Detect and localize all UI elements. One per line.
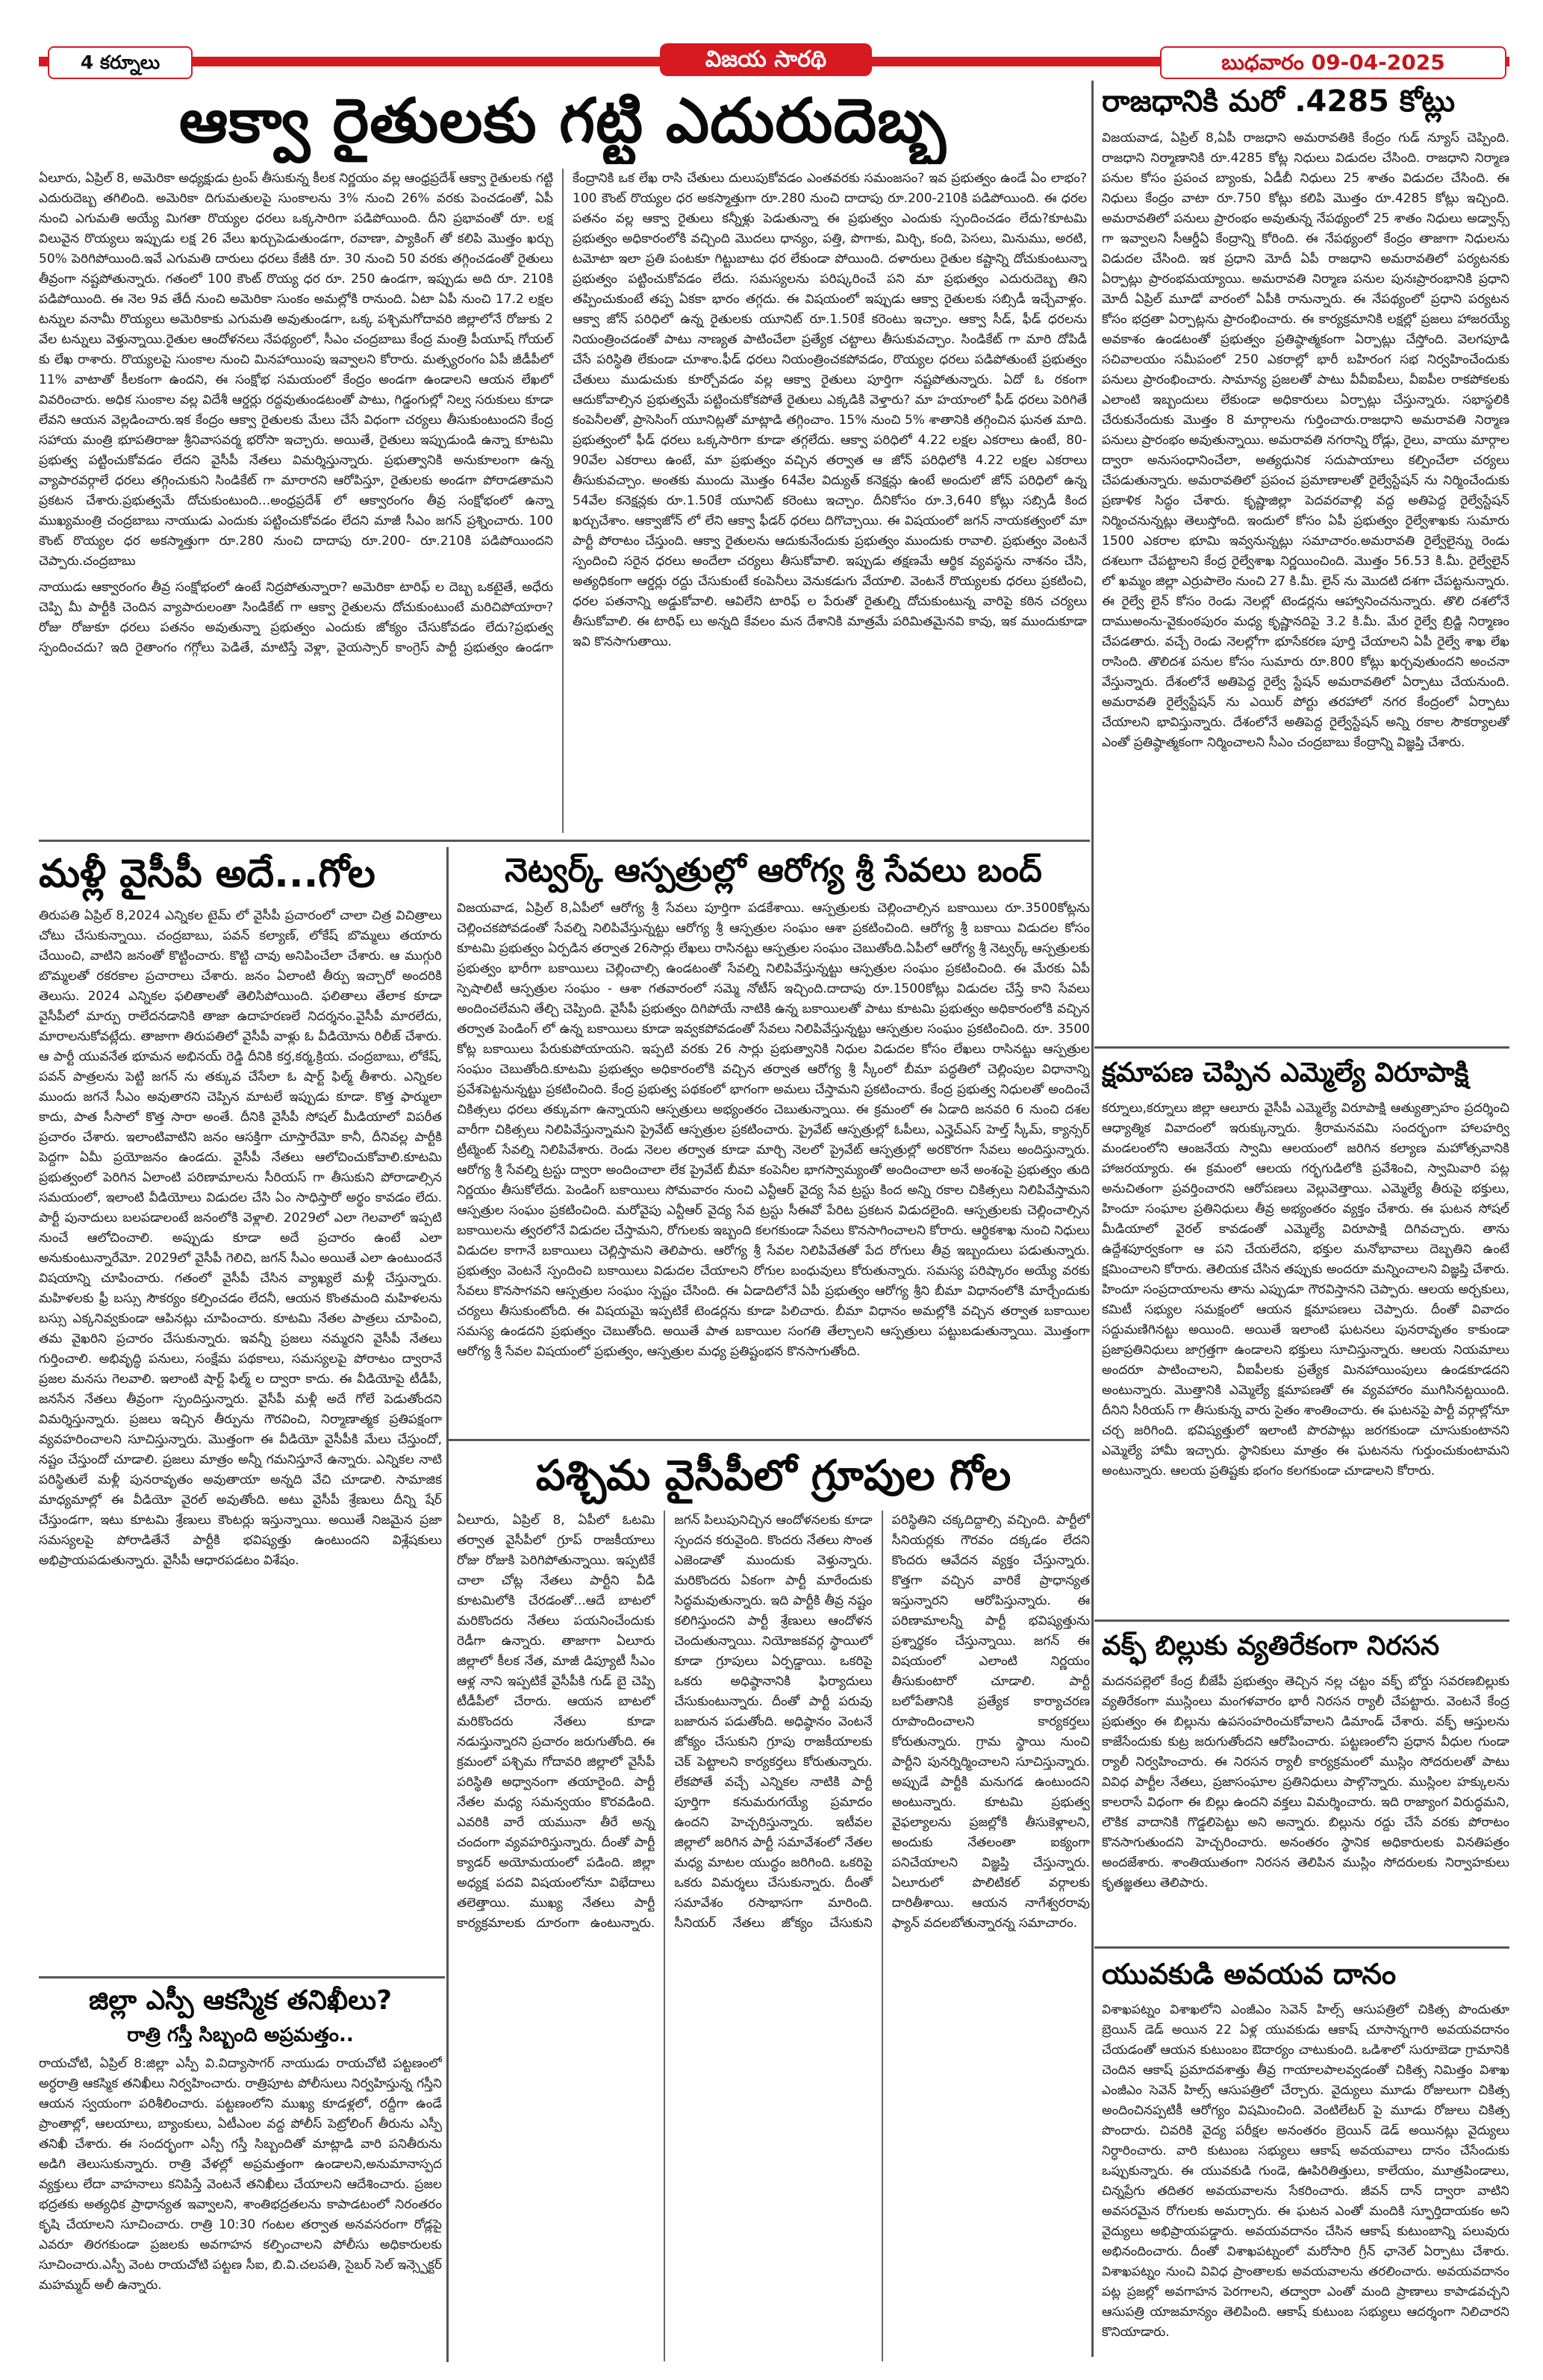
lead-headline: ఆక్వా రైతులకు గట్టి ఎదురుదెబ్బ bbox=[178, 86, 947, 157]
section-divider bbox=[39, 1976, 445, 1978]
mla-body: కర్నూలు,కర్నూలు జిల్లా ఆలూరు వైసీపీ ఎమ్మెల్యే విరూపాక్షి ఆత్యుత్సాహం ప్రదర్శించి ఆధ్యాత్మిక వివాదంలో ఇరుక్కున్నారు. శ్రీరామనవమి సందర్భంగా హాలహర్వి మండలంలోని ఆంజనేయ స్వామి ఆలయంలో జరిగిన కల్యాణ మహోత్సవానికి హాజరయ్యారు. ఈ క్రమంలో ఆలయ గర్భగుడిలోకి ప్రవేశించి, స్వామివారి పట్ల అనుచితంగా ప్రవర్తించారని ఆరోపణలు వెల్లువెత్తాయి. ఎమ్మెల్యే తీరుపై భక్తులు, హిందూ సంఘాల ప్రతినిధులు తీవ్ర అభ్యంతరం వ్యక్తం చేశారు. ఈ ఘటన సోషల్ మీడియాలో వైరల్ కావడంతో ఎమ్మెల్యే విరూపాక్షి దిగివచ్చారు. తాను ఉద్దేశపూర్వకంగా ఆ పని చేయలేదని, భక్తుల మనోభావాలు దెబ్బతిని ఉంటే క్షమించాలని కోరారు. తెలియక చేసిన తప్పుకు అందరూ మన్నించాలని విజ్ఞప్తి చేశారు. హిందూ సంప్రదాయాలను తాను ఎప్పుడూ గౌరవిస్తానని చెప్పారు. ఆలయ అర్చకులు, కమిటీ సభ్యుల సమక్షంలో ఆయన క్షమాపణలు చెప్పారు. దీంతో వివాదం సద్దుమణిగినట్టు అయింది. అయితే ఇలాంటి ఘటనలు పునరావృతం కాకుండా ప్రజాప్రతినిధులు జాగ్రత్తగా ఉండాలని భక్తులు సూచిస్తున్నారు. ఆలయ నియమాలు అందరూ పాటించాలని, వీఐపీలకు ప్రత్యేక మినహాయింపులు ఉండకూడదని అంటున్నారు. మొత్తానికి ఎమ్మెల్యే క్షమాపణతో ఈ వ్యవహారం ముగిసినట్టయింది. దీనిని సీరియస్ గా తీసుకున్న వారు సైతం శాంతించారు. ఈ ఘటనపై పార్టీ వర్గాల్లోనూ చర్చ జరిగింది. భవిష్యత్తులో ఇలాంటి పొరపాట్లు జరగకుండా చూసుకుంటానని ఎమ్మెల్యే హామీ ఇచ్చారు. స్థానికులు మాత్రం ఈ ఘటనను గుర్తుంచుకుంటామని అంటున్నారు. ఆలయ ప్రతిష్టకు భంగం కలగకుండా చూడాలని కోరారు. bbox=[1102, 1101, 1509, 1478]
lead-article bbox=[39, 81, 1087, 836]
aarogya-headline: నెట్వర్క్ ఆస్పత్రుల్లో ఆరోగ్య శ్రీ సేవలు బంద్ bbox=[505, 852, 1042, 890]
capital-headline: రాజధానికి మరో .4285 కోట్లు bbox=[1102, 84, 1456, 119]
organ-body: విశాఖపట్నం విశాఖలోని ఎంజీఎం సెవెన్ హిల్స్ ఆసుపత్రిలో చికిత్స పొందుతూ బ్రెయిన్ డెడ్ అయిన 22 ఏళ్ల యువకుడు ఆకాష్ చూసాన్నగారి అవయవదానం చేయడంతో ఆయన కుటుంబం ఔదార్యం చాటుకుంది. ఒడిశాలో సురూబెడా గ్రామానికి చెందిన ఆకాష్ ప్రమాదవశాత్తు తీవ్ర గాయాలపాలవ్వడంతో చికిత్స నిమిత్తం విశాఖ ఎంజీఎం సెవెన్ హిల్స్ ఆసుపత్రిలో చేర్చారు. వైద్యులు మూడు రోజులుగా చికిత్స అందించినప్పటికీ ఆరోగ్యం విషమించింది. వెంటిలేటర్ పై మూడు రోజులు చికిత్స పొందారు. చివరికి వైద్య పరీక్షల అనంతరం బ్రెయిన్ డెడ్ అయినట్లు వైద్యులు నిర్ధారించారు. వారి కుటుంబ సభ్యులు ఆకాష్ అవయవాలు దానం చేసేందుకు ఒప్పుకున్నారు. ఈ యువకుడి గుండె, ఊపిరితిత్తులు, కాలేయం, మూత్రపిండాలు, చిన్నప్రేగు తదితర అవయవాలను సేకరించారు. జీవన్ దాన్ ద్వారా వాటిని అవసరమైన రోగులకు అమర్చారు. ఈ ఘటన ఎంతో మందికి స్ఫూర్తిదాయకం అని వైద్యులు అభిప్రాయపడ్డారు. అవయవదానం చేసిన ఆకాష్ కుటుంబాన్ని పలువురు అభినందించారు. దీంతో విశాఖపట్నంలో మరోసారి గ్రీన్ ఛానెల్ ఏర్పాటు చేశారు. విశాఖపట్నం నుంచి వివిధ ప్రాంతాలకు అవయవాలను తరలించారు. అవయవదానం పట్ల ప్రజల్లో అవగాహన పెరగాలని, తద్వారా ఎంతో మంది ప్రాణాలు కాపాడవచ్చని ఆసుపత్రి యాజమాన్యం తెలిపింది. ఆకాష్ కుటుంబ సభ్యులు ఆదర్శంగా నిలిచారని కొనియాడారు. bbox=[1102, 2002, 1509, 2340]
mla-article bbox=[1102, 1054, 1509, 1615]
mla-headline: క్షమాపణ చెప్పిన ఎమ్మెల్యే విరూపాక్షి bbox=[1102, 1058, 1469, 1088]
aarogya-body: విజయవాడ, ఏప్రిల్ 8,ఏపీలో ఆరోగ్య శ్రీ సేవలు పూర్తిగా పడకేశాయి. ఆస్పత్రులకు చెల్లించాల్సిన బకాయిలు రూ.3500కోట్లను చెల్లించకపోవడంతో సేవల్ని నిలిపివేస్తున్నట్టు ఆరోగ్య శ్రీ ఆస్పత్రుల సంఘం ఆశా ప్రకటించింది. ఆరోగ్య శ్రీ బకాయి విడుదల కోసం కూటమి ప్రభుత్వం ఏర్పడిన తర్వాత 26సార్లు లేఖలు రాసినట్టు ఆస్పత్రుల సంఘం చెబుతోంది.ఏపీలో ఆరోగ్య శ్రీ నెట్వర్క్ ఆస్పత్రులకు ప్రభుత్వం భారీగా బకాయిలు చెల్లించాల్సి ఉండటంతో సేవల్ని నిలిపివేస్తున్నట్టు ఆస్పత్రుల సంఘం ప్రకటించింది. ఈ మేరకు ఏపీ స్పెషాలిటీ ఆస్పత్రుల సంఘం - ఆశా గతవారంలో సమ్మె నోటీస్ ఇచ్చింది.దాదాపు రూ.1500కోట్లు విడుదల చేస్తే కాని సేవలు అందించలేమని తేల్చి చెప్పింది. వైసీపీ ప్రభుత్వం దిగిపోయే నాటికి ఉన్న బకాయిలతో పాటు కూటమి ప్రభుత్వం అధికారంలోకి వచ్చిన తర్వాత పెండింగ్ లో ఉన్న బకాయిలు కూడా ఇవ్వకపోవడంతో సేవలు నిలిపివేస్తున్నట్టు ఆస్పత్రుల సంఘం ప్రకటించింది. రూ. 3500 కోట్ల బకాయిలు పేరుకుపోయాయని. ఇప్పటి వరకు 26 సార్లు ప్రభుత్వానికి నిధుల విడుదల కోసం లేఖలు రాసినట్టు ఆస్పత్రుల సంఘం చెబుతోంది.కూటమి ప్రభుత్వం అధికారంలోకి వచ్చిన తర్వాత ఆరోగ్య శ్రీ స్కీంలో బీమా పద్ధతిలో చెల్లింపుల విధానాన్ని ప్రవేశపెట్టనున్నట్టు ప్రకటించింది. కేంద్ర ప్రభుత్వ పథకంలో భాగంగా అమలు చేస్తామని ప్రకటించారు. కేంద్ర ప్రభుత్వ నిధులతో అందించే చికిత్సలు ధరలు తక్కువగా ఉన్నాయని ఆస్పత్రులు అభ్యంతరం చెబుతున్నాయి. ఈ క్రమంలో ఈ ఏడాది జనవరి 6 నుంచి దశల వారీగా చికిత్సలు నిలిపివేస్తున్నామని ప్రైవేట్ ఆస్పత్రుల ప్రకటించారు. ప్రైవేట్ ఆస్పత్రుల్లో ఓపీలు, ఎన్హెచ్ఎస్ హెల్త్ స్కీమ్, క్యాన్సర్ ట్రీట్మెంట్ సేవల్ని నిలిపివేశారు. రెండు నెలల తర్వాత కూడా మార్చి నెలలో ప్రైవేట్ ఆస్పత్రుల్లో అరకొరగా సేవలు అందిస్తున్నారు. ఆరోగ్య శ్రీ సేవల్ని ట్రస్టు ద్వారా అందించాలా లేక ప్రైవేట్ బీమా కంపెనీల భాగస్వామ్యంతో అందించాలా అనే అంశంపై ప్రభుత్వం తుది నిర్ణయం తీసుకోలేదు. పెండింగ్ బకాయిలు సోమవారం నుంచి ఎన్టీఆర్ వైద్య సేవ ట్రస్టు కింద అన్ని రకాల చికిత్సలు నిలిపివేస్తామని ఆస్పత్రుల సంఘం ప్రకటించింది. మరోవైపు ఎన్టీఆర్ వైద్య సేవ ట్రస్టు సీఈవో పేరిట ప్రకటన విడుదలైంది. ఆస్పత్రులకు చెల్లించాల్సిన బకాయిలను త్వరలోనే విడుదల చేస్తామని, రోగులకు ఇబ్బంది కలగకుండా సేవలు కొనసాగించాలని కోరారు. ఆర్థికశాఖ నుంచి నిధులు విడుదల కాగానే బకాయిలు చెల్లిస్తామని తెలిపారు. ఆరోగ్య శ్రీ సేవల నిలిపివేతతో పేద రోగులు తీవ్ర ఇబ్బందులు పడుతున్నారు. ప్రభుత్వం వెంటనే స్పందించి బకాయిలు విడుదల చేయాలని రోగుల బంధువులు కోరుతున్నారు. సమస్య పరిష్కారం అయ్యే వరకు సేవలు కొనసాగవని ఆస్పత్రుల సంఘం స్పష్టం చేసింది. ఈ ఏడాదిలోనే ఏపీ ప్రభుత్వం ఆరోగ్య శ్రీని బీమా విధానంలోకి మార్చేందుకు చర్యలు తీసుకుంటోంది. ఈ విషయమై ఇప్పటికే టెండర్లను కూడా పిలిచారు. బీమా విధానం అమల్లోకి వచ్చిన తర్వాత బకాయిల సమస్య ఉండదని ప్రభుత్వం చెబుతోంది. అయితే పాత బకాయిల సంగతి తేల్చాలని ఆస్పత్రులు పట్టుబడుతున్నాయి. మొత్తంగా ఆరోగ్య శ్రీ సేవల విషయంలో ప్రభుత్వం, ఆస్పత్రుల మధ్య ప్రతిష్టంభన కొనసాగుతోంది. bbox=[457, 901, 1090, 1359]
column-divider bbox=[1091, 81, 1094, 2357]
lead-paragraph: నాయుడు ఆక్వారంగం తీవ్ర సంక్షోభంలో ఉంటే నిద్రపోతున్నారా? అమెరికా టారిఫ్ ల దెబ్బ ఒకటైతే, అధేరు చెప్పి మీ పార్టీకి చెందిన వ్యాపారులంతా సిండికేట్ గా ఆక్వా రైతులను దోచుకుంటుంటే మరిచిపోయారా? రోజు రోజుకూ ధరలు పతనం అవుతున్నా ప్రభుత్వం ఎందుకు జోక్యం చేసుకోవడం లేదు?ప్రభుత్వ స్పందించదు? ఇది రైతాంగం గగ్గోలు పెడితే, మాటిస్తే వెళ్లా, వైయస్సార్ కాంగ్రెస్ పార్టీ ప్రభుత్వం ఉండగా కేంద్రానికి ఒక లేఖ రాసి చేతులు దులుపుకోవడం ఎంతవరకు సమంజసం? ఇవ ప్రభుత్వం ఉండే ఏం లాభం? 100 కౌంట్ రొయ్యల ధర అకస్మాత్తుగా రూ.280 నుంచి దాదాపు రూ.200-210కి పడిపోయింది. ఈ ధరల పతనం వల్ల ఆక్వా రైతులు కన్నీళ్లు పెడుతున్నా ఈ ప్రభుత్వం ఎందుకు స్పందించడం లేదు?కూటమి ప్రభుత్వం అధికారంలోకి వచ్చింది మొదలు ధాన్యం, పత్తి, పొగాకు, మిర్చి, కంది, పెసలు, మినుము, అరటి, టమోటా ఇలా ప్రతి పంటకూ గిట్టుబాటు ధర లేకుండా పోయింది. దళారులు రైతుల కష్టాన్ని దోచుకుంటున్నా ప్రభుత్వం పట్టించుకోవడం లేదు. సమస్యలను పరిష్కరించే పని మా ప్రభుత్వం ఎదురుదెబ్బ తిని తప్పించుకుంటే తప్ప ఏకకా భారం తగ్గదు. ఈ విషయంలో ఇప్పుడు ఆక్వా రైతులకు సబ్సిడీ ఇచ్చేవాళ్లం. ఆక్వా జోన్ పరిధిలో ఉన్న రైతులకు యూనిట్ రూ.1.50కే కరెంటు ఇచ్చాం. ఆక్వా సీడ్, ఫీడ్ ధరలను నియంత్రించడంతో పాటు నాణ్యత పాటించేలా ప్రత్యేక చట్టాలు తీసుకువచ్చాం. సిండికేట్ గా మారి దోపిడీ చేసే పరిస్థితి లేకుండా చూశాం.ఫీడ్ ధరలు నియంత్రించకపోవడం, రొయ్యల ధరలు పడిపోతుంటే ప్రభుత్వం చేతులు ముడుచుకు కూర్చోవడం వల్ల ఆక్వా రైతులు పూర్తిగా నష్టపోతున్నారు. ఏదో ఓ రకంగా ఆదుకోవాల్సిన ప్రభుత్వమే పట్టించుకోకపోతే రైతులు ఎక్కడికి వెళ్తారు? మా హయాంలో ఫీడ్ ధరలు పెరిగితే కంపెనీలతో, ప్రాసెసింగ్ యూనిట్లతో మాట్లాడి తగ్గించాం. 15% నుంచి 5% శాతానికి తగ్గించిన ఘనత మాది. ప్రభుత్వంలో ఫీడ్ ధరలు ఒక్కసారిగా కూడా తగ్గలేదు. ఆక్వా పరిధిలో 4.22 లక్షల ఎకరాలు ఉంటే, 80-90వేల ఎకరాలు ఉంటే, మా ప్రభుత్వం వచ్చిన తర్వాత ఆ జోన్ పరిధిలోకి 4.22 లక్షల ఎకరాలు తీసుకువచ్చాం. అంతకు ముందు మొత్తం 64వేల విద్యుత్ కనెక్షన్లు ఉంటే అందులో జోన్ పరిధిలో ఉన్న 54వేల కనెక్షన్లకు రూ.1.50కే యూనిట్ కరెంటు ఇచ్చాం. దీనికోసం రూ.3,640 కోట్లు సబ్సిడీ కింద ఖర్చుచేశాం. ఆక్వాజోన్ లో లేని ఆక్వా ఫీడర్ ధరలు దిగొచ్చాయి. ఈ విషయంలో జగన్ నాయకత్వంలో మా పార్టీ పోరాటం చేస్తుంది. ఆక్వా రైతులను ఆదుకునేందుకు ప్రభుత్వం ముందుకు రావాలి. ప్రభుత్వం వెంటనే స్పందించి సరైన ధరలు అందేలా చర్యలు తీసుకోవాలి. ఇప్పుడు తక్షణమే ఆర్థిక వ్యవస్థను నాశనం చేసి, అత్యధికంగా ఆర్డర్లు రద్దు చేసుకుంటే కంపెనీలు వెనుకడుగు వేయాలి. వెంటనే రొయ్యలకు ధరలు ప్రకటించి, ధరల పతనాన్ని అడ్డుకోవాలి. ఆవిలేని టారిఫ్ ల పేరుతో రైతుల్ని దోచుకుంటున్న వారిపై కఠిన చర్యలు తీసుకోవాలి. ఈ టారిఫ్ లు అన్నది కేవలం మన దేశానికి మాత్రమే పరిమితమైనవి కావు, ఇక ముందుకూడా ఇవి కొనసాగుతాయి. bbox=[39, 171, 1087, 655]
section-divider bbox=[1094, 1046, 1509, 1049]
waqf-article bbox=[1102, 1627, 1509, 1942]
section-divider bbox=[448, 1439, 1090, 1441]
ysrcp-article bbox=[39, 848, 442, 1972]
sp-article bbox=[39, 1982, 442, 2363]
sp-subheadline: రాత్రి గస్తీ సిబ్బంది అప్రమత్తం.. bbox=[127, 2024, 354, 2046]
west-article bbox=[457, 1448, 1090, 2362]
capital-body: విజయవాడ, ఏప్రిల్ 8,ఏపీ రాజధాని అమరావతికి కేంద్రం గుడ్ న్యూస్ చెప్పింది. రాజధాని నిర్మాణానికి రూ.4285 కోట్ల నిధులు విడుదల చేసింది. రాజధాని నిర్మాణ పనుల కోసం ప్రపంచ బ్యాంకు, ఏడీబీ నిధులు 25 శాతం విడుదల చేసింది. ఈ నిధులు కేంద్రం వాటా రూ.750 కోట్లు కలిపి మొత్తం రూ.4285 కోట్లు ఇచ్చింది. అమరావతిలో పనులు ప్రారంభం అవుతున్న నేపథ్యంలో 25 శాతం నిధులు అడ్వాన్స్ గా ఇవ్వాలని సీఆర్డీఏ కేంద్రాన్ని కోరింది. ఈ నేపథ్యంలో కేంద్రం తాజాగా నిధులను విడుదల చేసింది. ఇక ప్రధాని మోదీ ఏపీ రాజధాని అమరావతిలో పర్యటనకు ఏర్పాట్లు ప్రారంభమయ్యాయి. అమరావతి నిర్మాణ పనుల పునఃప్రారంభానికి ప్రధాని మోదీ ఏప్రిల్ మూడో వారంలో ఏపీకి రానున్నారు. ఈ నేపథ్యంలో ప్రధాని పర్యటన కోసం భద్రతా ఏర్పాట్లను ప్రారంభించారు. ఈ కార్యక్రమానికి లక్షల్లో ప్రజలు హాజరయ్యే అవకాశం ఉండటంతో ప్రభుత్వం ప్రతిష్ఠాత్మకంగా ఏర్పాట్లు చేస్తోంది. వెలగపూడి సచివాలయం సమీపంలో 250 ఎకరాల్లో భారీ బహిరంగ సభ నిర్వహించేందుకు పనులు ప్రారంభించారు. సామాన్య ప్రజలతో పాటు వీవీఐపీలు, వీఐపీల రాకపోకలకు ఎలాంటి ఇబ్బందులు లేకుండా అధికారులు ఏర్పాట్లు చేస్తున్నారు. సభాస్థలికి చేరుకునేందుకు మొత్తం 8 మార్గాలను గుర్తించారు.రాజధాని అమరావతి నిర్మాణ పనులు ప్రారంభం అవుతున్నాయి. అమరావతి నగరాన్ని రోడ్లు, రైలు, వాయు మార్గాల ద్వారా అనుసంధానించేలా, అత్యధునిక సదుపాయాలు కల్పించేలా చర్యలు చేపడుతున్నారు. అమరావతిలో ప్రపంచ ప్రమాణాలతో రైల్వేస్టేషన్ ను నిర్మించేందుకు ప్రణాళిక సిద్ధం చేశారు. కృష్ణాజిల్లా పెదవరవాల్లి వద్ద అతిపెద్ద రైల్వేస్టేషన్ నిర్మించనున్నట్లు తెలుస్తోంది. ఇందులో కోసం ఏపీ ప్రభుత్వం రైల్వేశాఖకు సుమారు 1500 ఎకరాల భూమి ఇవ్వనున్నట్లు సమాచారం.అమరావతి రైల్వేలైన్ను రెండు దశలుగా చేపట్టాలని కేంద్ర రైల్వేశాఖ నిర్ణయించింది. మొత్తం 56.53 కి.మీ. రైల్వేలైన్ లో ఖమ్మం జిల్లా ఎర్రుపాలెం నుంచి 27 కి.మీ. లైన్ ను మొదటి దశగా చేపట్టనున్నారు. ఈ రైల్వే లైన్ కోసం రెండు నెలల్లో టెండర్లను ఆహ్వానించనున్నారు. తొలి దశలోనే దాముఅంను-వైకుంఠపురం మధ్య కృష్ణానదిపై 3.2 కి.మీ. మేర రైల్వే బ్రిడ్జి నిర్మాణం చేపడతారు. వచ్చే రెండు నెలల్లోగా భూసేకరణ పూర్తి చేయాలని ఏపీ రైల్వే శాఖ లేఖ రాసింది. తొలిదశ పనుల కోసం సుమారు రూ.800 కోట్లు ఖర్చవుతుందని అంచనా వేస్తున్నారు. దేశంలోనే అతిపెద్ద రైల్వే స్టేషన్ అమరావతిలో ఏర్పాటు చేయనుంది. అమరావతి రైల్వేస్టేషన్ ను ఎయిర్ పోర్టు తరహాలో నగర కేంద్రంలో ఏర్పాటు చేయాలని భావిస్తున్నారు. దేశంలోనే అతిపెద్ద రైల్వేస్టేషన్ అన్ని రకాల సౌకర్యాలతో ఎంతో ప్రతిష్ఠాత్మకంగా నిర్మించాలని సీఎం చంద్రబాబు కేంద్రాన్ని విజ్ఞప్తి చేశారు. bbox=[1102, 131, 1509, 750]
masthead-logo: విజయ సారథి bbox=[660, 43, 872, 76]
page-header bbox=[0, 0, 1543, 75]
organ-article bbox=[1102, 1954, 1509, 2363]
sp-body: రాయచోటి, ఏప్రిల్ 8:జిల్లా ఎస్పీ వి.విద్యాసాగర్ నాయుడు రాయచోటి పట్టణంలో అర్ధరాత్రి ఆకస్మిక తనిఖీలు నిర్వహించారు. రాత్రిపూట పోలీసులు నిర్వహిస్తున్న గస్తీని ఆయన స్వయంగా పరిశీలించారు. పట్టణంలోని ముఖ్య కూడళ్లలో, రద్దీగా ఉండే ప్రాంతాల్లో, ఆలయాలు, బ్యాంకులు, ఏటీఎంల వద్ద పోలీస్ పెట్రోలింగ్ తీరును ఎస్పీ తనిఖీ చేశారు. ఈ సందర్భంగా ఎస్పీ గస్తీ సిబ్బందితో మాట్లాడి వారి పనితీరును అడిగి తెలుసుకున్నారు. రాత్రి వేళల్లో అప్రమత్తంగా ఉండాలని,అనుమానాస్పద వ్యక్తులు లేదా వాహనాలు కనిపిస్తే వెంటనే తనిఖీలు చేయాలని ఆదేశించారు. ప్రజల భద్రతకు అత్యధిక ప్రాధాన్యత ఇవ్వాలని, శాంతిభద్రతలను కాపాడటంలో నిరంతరం కృషి చేయాలని సూచించారు. రాత్రి 10:30 గంటల తర్వాత అనవసరంగా రోడ్లపై ఎవరూ తిరగకుండా ప్రజలకు అవగాహన కల్పించాలని పోలీసు అధికారులకు సూచించారు.ఎస్పీ వెంట రాయచోటి పట్టణ సీఐ, బి.వి.చలపతి, సైబర్ సెల్ ఇన్స్పెక్టర్ మహమ్మద్ అలీ ఉన్నారు. bbox=[39, 2056, 442, 2293]
section-divider bbox=[1094, 1946, 1509, 1949]
lead-body bbox=[39, 169, 1087, 833]
issue-date: బుధవారం 09-04-2025 bbox=[1160, 46, 1506, 79]
ysrcp-body: తిరుపతి ఏప్రిల్ 8,2024 ఎన్నికల టైమ్ లో వైసీపీ ప్రచారంలో చాలా చిత్ర విచిత్రాలు చోటు చేసుకున్నాయి. చంద్రబాబు, పవన్ కల్యాణ్, లోకేష్ బొమ్మలు తయారు చేయించి, వాటిని జనంతో కొట్టించారు. కొట్టి చావు అనిపించేలా చేశారు. ఆ ముగ్గురి బొమ్మలతో రకరకాల ప్రచారాలు చేశారు. జనం ఏలాంటి తీర్పు ఇచ్చారో అందరికి తెలుసు. 2024 ఎన్నికల ఫలితాలతో తెలిసిపోయింది. ఫలితాలు తేలాక కూడా వైసీపీలో మార్పు రాలేదనడానికి తాజా ఉదాహరణలే నిదర్శనం.వైసీపీ మారలేదు, మారాలనుకోవట్లేదు. తాజాగా తిరుపతిలో వైసీపీ వాళ్లు ఓ వీడియోను రిలీజ్ చేశారు. ఆ పార్టీ యువనేత భూమన అభినయ్ రెడ్డి దీనికి కర్త,కర్మ,క్రియ. చంద్రబాబు, లోకేష్, పవన్ పాత్రలను పెట్టి జగన్ ను తక్కువ చేసేలా ఓ షార్ట్ ఫిల్మ్ తీశారు. ఎన్నికల ముందు జగనే సీఎం అవుతారని చెప్పిన మాటలే ఇప్పుడు కూడా. కొత్త ఫార్ములా కాదు, పాత సీసాలో కొత్త సారా అంతే. దీనికి వైసీపీ సోషల్ మీడియాలో విపరీత ప్రచారం చేశారు. ఇలాంటివాటిని జనం ఆసక్తిగా చూస్తారేమో కానీ, దీనివల్ల పార్టీకి పెద్దగా ఏమీ ప్రయోజనం ఉండదు. వైసీపీ నేతలు ఆలోచించుకోవాలి.కూటమి ప్రభుత్వంలో పెరిగిన ఏలాంటి పరిణామాలను సీరియస్ గా తీసుకుని పోరాడాల్సిన సమయంలో, ఇలాంటి వీడియోలు విడుదల చేసి ఏం సాధిస్తారో అర్థం కావడం లేదు. పార్టీ పునాదులు బలపడాలంటే జనంలోకి వెళ్లాలి. 2029లో ఎలా గెలవాలో ఇప్పటి నుంచే ఆలోచించాలి. అప్పుడు కూడా అదే ప్రచారం ఉంటే ఎలా అనుకుంటున్నారేమో. 2029లో వైసీపీ గెలిచి, జగన్ సీఎం అయితే ఎలా ఉంటుందనే విషయాన్ని చూపించారు. గతంలో వైసీపీ చేసిన వ్యాఖ్యలే మళ్లీ చేస్తున్నారు. మహిళలకు ఫ్రీ బస్సు సౌకర్యం కల్పించడం లేదనీ, ఆయన కొంతమంది మహిళలను బస్సు ఎక్కనివ్వకుండా ఆపినట్లు చూపించారు. కూటమి నేతల పాత్రలు చూపించి, తమ వైఖరిని ప్రచారం చేసుకున్నారు. ఇవన్నీ ప్రజలు నమ్మరని వైసీపీ నేతలు గుర్తించాలి. అభివృద్ధి పనులు, సంక్షేమ పథకాలు, సమస్యలపై పోరాటం ద్వారానే ప్రజల మనసు గెలవాలి. ఇలాంటి షార్ట్ ఫిల్మ్ ల ద్వారా కాదు. ఈ వీడియోపై టీడీపీ, జనసేన నేతలు తీవ్రంగా స్పందిస్తున్నారు. వైసీపీ మళ్లీ అదే గోలే పెడుతోందని విమర్శిస్తున్నారు. ప్రజలు ఇచ్చిన తీర్పును గౌరవించి, నిర్మాణాత్మక ప్రతిపక్షంగా వ్యవహరించాలని సూచిస్తున్నారు. మొత్తంగా ఈ వీడియో వైసీపీకి మేలు చేస్తుందో, నష్టం చేస్తుందో చూడాలి. ప్రజలు మాత్రం అన్నీ గమనిస్తూనే ఉన్నారు. ఎన్నికల నాటి పరిస్థితులే మళ్లీ పునరావృతం అవుతాయా అన్నది వేచి చూడాలి. సామాజిక మాధ్యమాల్లో ఈ వీడియో వైరల్ అవుతోంది. అటు వైసీపీ శ్రేణులు దీన్ని షేర్ చేస్తుండగా, ఇటు కూటమి శ్రేణులు కౌంటర్లు ఇస్తున్నాయి. అయితే నిజమైన ప్రజా సమస్యలపై పోరాడితేనే పార్టీకి భవిష్యత్తు ఉంటుందని విశ్లేషకులు అభిప్రాయపడుతున్నారు. వైసీపీ ఆధారపడటం విశేషం. bbox=[39, 908, 442, 1568]
page-label: 4 కర్నూలు bbox=[48, 46, 193, 79]
organ-headline: యువకుడి అవయవ దానం bbox=[1102, 1958, 1397, 1990]
aarogya-article bbox=[457, 848, 1090, 1436]
waqf-headline: వక్ఫ్ బిల్లుకు వ్యతిరేకంగా నిరసన bbox=[1102, 1631, 1440, 1661]
waqf-body: మదనపల్లెలో కేంద్ర బీజేపీ ప్రభుత్వం తెచ్చిన నల్ల చట్టం వక్ఫ్ బోర్డు సవరణబిల్లుకు వ్యతిరేకంగా ముస్లింలు మంగళవారం భారీ నిరసన ర్యాలీ చేపట్టారు. వెంటనే కేంద్ర ప్రభుత్వం ఈ బిల్లును ఉపసంహరించుకోవాలని డిమాండ్ చేశారు. వక్ఫ్ ఆస్తులను కాజేసేందుకు కుట్ర జరుగుతోందని ఆరోపించారు. పట్టణంలోని ప్రధాన వీధుల గుండా ర్యాలీ నిర్వహించారు. ఈ నిరసన ర్యాలీ కార్యక్రమంలో ముస్లిం సోదరులతో పాటు వివిధ పార్టీల నేతలు, ప్రజాసంఘాల ప్రతినిధులు పాల్గొన్నారు. ముస్లింల హక్కులను కాలరాసే విధంగా ఈ బిల్లు ఉందని వక్తలు విమర్శించారు. ఇది రాజ్యాంగ విరుద్ధమని, లౌకిక వాదానికి గొడ్డలిపెట్టు అని అన్నారు. బిల్లును రద్దు చేసే వరకు పోరాటం కొనసాగుతుందని హెచ్చరించారు. అనంతరం స్థానిక అధికారులకు వినతిపత్రం అందజేశారు. శాంతియుతంగా నిరసన తెలిపిన ముస్లిం సోదరులకు నిర్వాహకులు కృతజ్ఞతలు తెలిపారు. bbox=[1102, 1674, 1509, 1890]
lead-paragraph: ఏలూరు, ఏప్రిల్ 8, అమెరికా అధ్యక్షుడు ట్రంప్ తీసుకున్న కీలక నిర్ణయం వల్ల ఆంధ్రప్రదేశ్ ఆక్వా రైతులకు గట్టి ఎదురుదెబ్బ తగిలింది. అమెరికా దిగుమతులపై సుంకాలను 3% నుంచి 26% వరకు పెంచడంతో, ఏపీ నుంచి ఎగుమతి అయ్యే మిగతా రొయ్యల ధరలు ఒక్కసారిగా పడిపోయింది. దీని ప్రభావంతో రూ. లక్ష విలువైన రొయ్యలు ఇప్పుడు లక్ష 26 వేలు ఖర్చుపెడుతుండగా, రవాణా, ప్యాకింగ్ తో కలిపి మొత్తం ఖర్చు 50% పెరిగిపోయింది.ఇవే ఎగుమతి దారులు ధరలు కేజీకి రూ. 30 నుంచి 50 వరకు తగ్గించడంతో రైతులు తీవ్రంగా నష్టపోతున్నారు. గతంలో 100 కౌంట్ రొయ్య ధర రూ. 250 ఉండగా, ఇప్పుడు అది రూ. 210కి పడిపోయింది. ఈ నెల 9వ తేదీ నుంచి అమెరికా సుంకం అమల్లోకి రానుంది. ఏటా ఏపీ నుంచి 17.2 లక్షల టన్నుల వనామీ రొయ్యలు అమెరికాకు ఎగుమతి అవుతుండగా, ఒక్క పశ్చిమగోదావరి జిల్లాలోనే రోజుకు 2 వేల టన్నులు వెళ్తున్నాయి.రైతుల ఆందోళనలు నేపథ్యంలో, సీఎం చంద్రబాబు కేంద్ర మంత్రి పీయూష్ గోయల్ కు లేఖ రాశారు. రొయ్యలపై సుంకాల నుంచి మినహాయింపు ఇవ్వాలని కోరారు. మత్స్యరంగం ఏపీ జీడీపీలో 11% వాటాతో కీలకంగా ఉందని, ఈ సంక్షోభ సమయంలో కేంద్రం అండగా ఉండాలని ఆయన లేఖలో వివరించారు. అధిక సుంకాల వల్ల విదేశీ ఆర్డర్లు రద్దవుతుండటంతో పాటు, గిడ్డంగుల్లో నిల్వ సరుకులు కూడా లేవని ఆయన వెల్లడించారు.ఇక కేంద్రం ఆక్వా రైతులకు మేలు చేసే విధంగా చర్యలు తీసుకుంటుందని కేంద్ర సహాయ మంత్రి భూపతిరాజు శ్రీనివాసవర్మ భరోసా ఇచ్చారు. అయితే, రైతులు ఇప్పుడుండి ఉన్నా కూటమి ప్రభుత్వ పట్టించుకోవడం లేదని వైసీపీ నేతలు విమర్శిస్తున్నారు. ప్రభుత్వానికి అనుకూలంగా ఉన్న వ్యాపారవర్గాలే ధరలు తగ్గించుకుని సిండికేట్ గా మారారని ఆరోపిస్తూ, రైతులకు అండగా పోరాడతామని ప్రకటన చేశారు.ప్రభుత్వమే దోచుకుంటుంది...అంధ్రప్రదేశ్ లో ఆక్వారంగం తీవ్ర సంక్షోభంలో ఉన్నా ముఖ్యమంత్రి చంద్రబాబు నాయుడు ఎందుకు పట్టించుకోవడం లేదని మాజీ సీఎం జగన్ ప్రశ్నించారు. 100 కౌంట్ రొయ్యల ధర అకస్మాత్తుగా రూ.280 నుంచి దాదాపు రూ.200- రూ.210కి పడిపోయిందని చెప్పారు.చంద్రబాబు bbox=[39, 171, 553, 569]
ysrcp-headline: మళ్లీ వైసీపీ అదే...గోల bbox=[39, 852, 375, 896]
west-body: ఏలూరు, ఏప్రిల్ 8, ఏపీలో ఓటమి తర్వాత వైసీపీలో గ్రూప్ రాజకీయాలు రోజు రోజుకి పెరిగిపోతున్నాయి. ఇప్పటికే చాలా చోట్ల నేతలు పార్టీని వీడి కూటమిలోకి చేరడంతో...ఆదే బాటలో మరికొందరు నేతలు పయనించేందుకు రెడీగా ఉన్నారు. తాజాగా ఏలూరు జిల్లాలో కీలక నేత, మాజీ డిప్యూటీ సీఎం ఆళ్ల నాని ఇప్పటికే వైసీపీకి గుడ్ బై చెప్పి టీడీపీలో చేరారు. ఆయన బాటలో మరికొందరు నేతలు కూడా నడుస్తున్నారని ప్రచారం జరుగుతోంది. ఈ క్రమంలో పశ్చిమ గోదావరి జిల్లాలో వైసీపీ పరిస్థితి అధ్వానంగా తయారైంది. పార్టీ నేతల మధ్య సమన్వయం కొరవడింది. ఎవరికి వారే యమునా తీరే అన్న చందంగా వ్యవహరిస్తున్నారు. దీంతో పార్టీ క్యాడర్ అయోమయంలో పడింది. జిల్లా అధ్యక్ష పదవి విషయంలోనూ విభేదాలు తలెత్తాయి. ముఖ్య నేతలు పార్టీ కార్యక్రమాలకు దూరంగా ఉంటున్నారు. జగన్ పిలుపునిచ్చిన ఆందోళనలకు కూడా స్పందన కరువైంది. కొందరు నేతలు సొంత ఎజెండాతో ముందుకు వెళ్తున్నారు. మరికొందరు ఏకంగా పార్టీ మారేందుకు సిద్ధమవుతున్నారు. ఇది పార్టీకి తీవ్ర నష్టం కలిగిస్తుందని పార్టీ శ్రేణులు ఆందోళన చెందుతున్నాయి. నియోజకవర్గ స్థాయిలో కూడా గ్రూపులు ఏర్పడ్డాయి. ఒకరిపై ఒకరు అధిష్ఠానానికి ఫిర్యాదులు చేసుకుంటున్నారు. దీంతో పార్టీ పరువు బజారున పడుతోంది. అధిష్ఠానం వెంటనే జోక్యం చేసుకుని గ్రూపు రాజకీయాలకు చెక్ పెట్టాలని కార్యకర్తలు కోరుతున్నారు. లేకపోతే వచ్చే ఎన్నికల నాటికి పార్టీ పూర్తిగా కనుమరుగయ్యే ప్రమాదం ఉందని హెచ్చరిస్తున్నారు. ఇటీవల జిల్లాలో జరిగిన పార్టీ సమావేశంలో నేతల మధ్య మాటల యుద్ధం జరిగింది. ఒకరిపై ఒకరు విమర్శలు చేసుకున్నారు. దీంతో సమావేశం రసాభాసగా మారింది. సీనియర్ నేతలు జోక్యం చేసుకుని పరిస్థితిని చక్కదిద్దాల్సి వచ్చింది. పార్టీలో సీనియర్లకు గౌరవం దక్కడం లేదని కొందరు ఆవేదన వ్యక్తం చేస్తున్నారు. కొత్తగా వచ్చిన వారికే ప్రాధాన్యత ఇస్తున్నారని ఆరోపిస్తున్నారు. ఈ పరిణామాలన్నీ పార్టీ భవిష్యత్తును ప్రశ్నార్థకం చేస్తున్నాయి. జగన్ ఈ విషయంలో ఎలాంటి నిర్ణయం తీసుకుంటారో చూడాలి. పార్టీ బలోపేతానికి ప్రత్యేక కార్యాచరణ రూపొందించాలని కార్యకర్తలు కోరుతున్నారు. గ్రామ స్థాయి నుంచి పార్టీని పునర్నిర్మించాలని సూచిస్తున్నారు. అప్పుడే పార్టీకి మనుగడ ఉంటుందని అంటున్నారు. కూటమి ప్రభుత్వ వైఫల్యాలను ప్రజల్లోకి తీసుకెళ్లాలని, అందుకు నేతలంతా ఐక్యంగా పనిచేయాలని విజ్ఞప్తి చేస్తున్నారు. ఏలూరులో పొలిటికల్ వర్గాలకు దారితీశాయి. ఆయన నాగేశ్వరరావు ఫ్యాన్ వదలబోతున్నారన్న సమాచారం. bbox=[457, 1513, 1090, 1931]
section-divider bbox=[39, 840, 1090, 842]
west-headline: పశ్చిమ వైసీపీలో గ్రూపుల గోల bbox=[535, 1452, 1011, 1500]
section-divider bbox=[1094, 1620, 1509, 1622]
capital-article bbox=[1102, 81, 1509, 1043]
column-divider bbox=[446, 847, 449, 2362]
sp-headline: జిల్లా ఎస్పీ ఆకస్మిక తనిఖీలు? bbox=[89, 1985, 392, 2016]
